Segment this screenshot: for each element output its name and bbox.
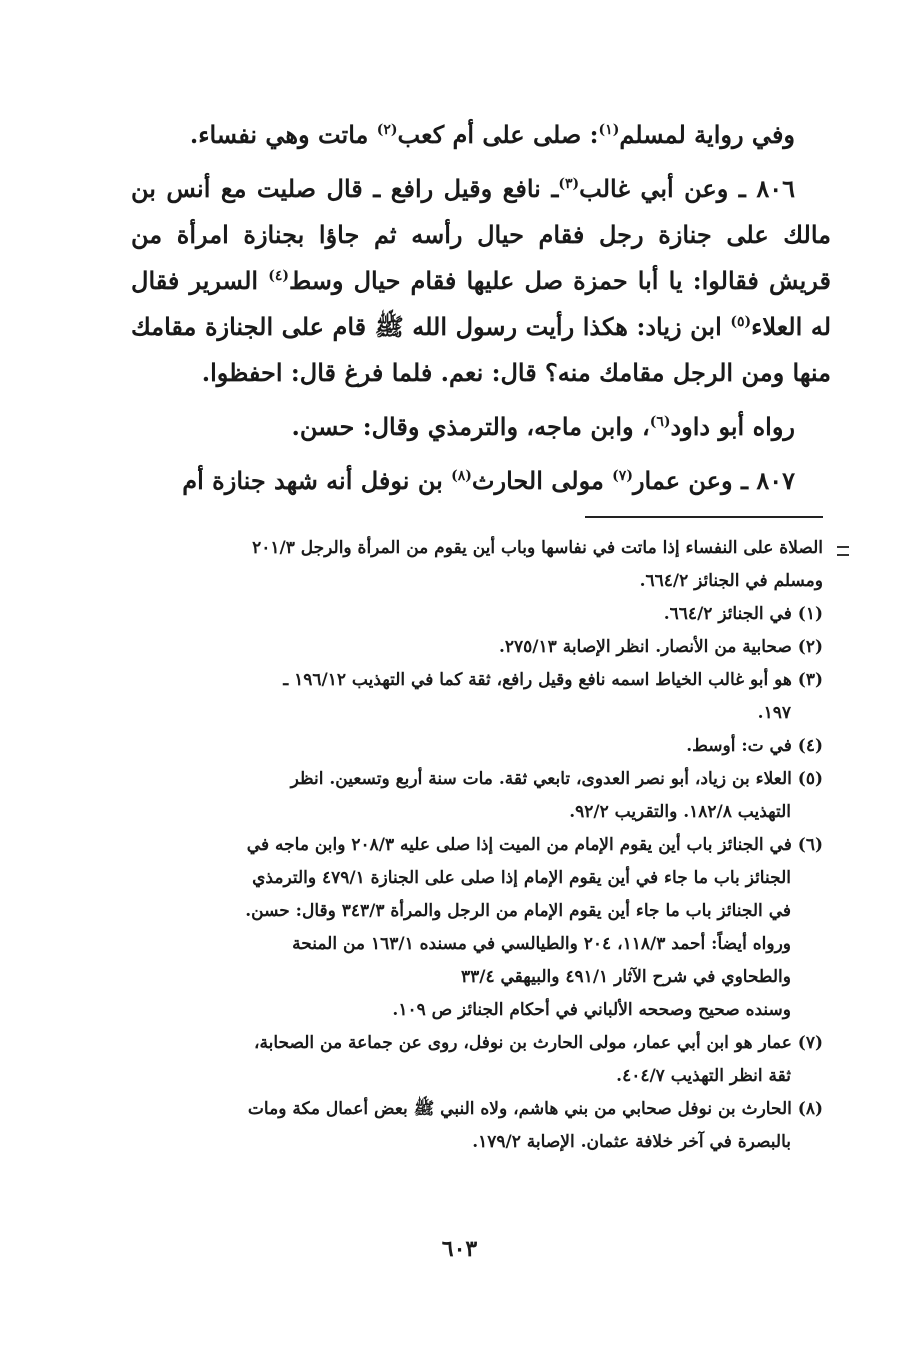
main-text (131, 112, 831, 504)
footnote-3: (٣) هو أبو غالب الخياط اسمه نافع وقيل رافع، ثقة كما في التهذيب ١٩٦/١٢ ـ ١٩٧. (283, 670, 823, 723)
footnote-ref-1: (١) (598, 122, 620, 138)
footnote-2: (٢) صحابية من الأنصار. انظر الإصابة ٢٧٥/١٣. (498, 637, 823, 657)
footnotes (129, 532, 823, 1159)
footnote-1: (١) في الجنائز ٦٦٤/٢. (663, 604, 823, 624)
footnote-ref-8: (٨) (451, 468, 472, 484)
footnote-separator (585, 516, 823, 518)
footnote-4: (٤) في ت: أوسط. (686, 736, 823, 756)
paragraph-muslim-narration: وفي رواية لمسلم$^{(١)}$: صلى على أم كعب$^{(٢)}$ ماتت وهي نفساء. (189, 120, 795, 149)
footnote-ref-6: (٦) (649, 414, 671, 430)
footnote-8: (٨) الحارث بن نوفل صحابي من بني هاشم، ولاه النبي ﷺ بعض أعمال مكة ومات بالبصرة في آخر خلافة عثمان. الإصابة ١٧٩/٢. (247, 1099, 823, 1152)
footnote-6: (٦) في الجنائز باب أين يقوم الإمام من الميت إذا صلى عليه ٢٠٨/٣ وابن ماجه في الجنائز باب ما جاء في أين يقوم الإمام إذا صلى على الجنازة ٤٧٩/١ والترمذي في الجنائز باب ما جاء أين يقوم الإمام من الرجل والمرأة ٣٤٣/٣ وقال: حسن. ورواه أيضاً: أحمد ١١٨/٣، ٢٠٤ والطيالسي في مسنده ١٦٣/١ من المنحة والطحاوي في شرح الآثار ٤٩١/١ والبيهقي ٣٣/٤ وسنده صحيح وصححه الألباني في أحكام الجنائز ص ١٠٩. (245, 835, 823, 1020)
footnote-continued: الصلاة على النفساء إذا ماتت في نفاسها وباب أين يقوم من المرأة والرجل ٢٠١/٣ ومسلم في الجنائز ٦٦٤/٢. (129, 532, 823, 598)
footnote-ref-5: (٥) (730, 314, 752, 330)
footnote-ref-7: (٧) (612, 468, 633, 484)
footnote-ref-3: (٣) (558, 176, 580, 192)
page-number: ٦٠٣ (441, 1236, 478, 1262)
continuation-mark (837, 546, 849, 556)
hadith-807: ٨٠٧ ـ وعن عمار$^{(٧)}$ مولى الحارث$^{(٨)}$ بن نوفل أنه شهد جنازة أم (182, 466, 795, 495)
footnote-ref-2: (٢) (376, 122, 398, 138)
footnote-5: (٥) العلاء بن زياد، أبو نصر العدوى، تابعي ثقة. مات سنة أربع وتسعين. انظر التهذيب ١٨٢/٨. والتقريب ٩٢/٢. (290, 769, 823, 822)
paragraph-abu-dawud: رواه أبو داود$^{(٦)}$، وابن ماجه، والترمذي وقال: حسن. (291, 412, 795, 441)
footnote-7: (٧) عمار هو ابن أبي عمار، مولى الحارث بن نوفل، روى عن جماعة من الصحابة، ثقة انظر التهذيب ٤٠٤/٧. (253, 1033, 823, 1086)
footnote-ref-4: (٤) (268, 268, 289, 284)
hadith-806: ٨٠٦ ـ وعن أبي غالب$^{(٣)}$ـ نافع وقيل رافع ـ قال صليت مع أنس بن مالك على جنازة رجل فقام حيال رأسه ثم جاؤا بجنازة امرأة من قريش فقالوا: يا أبا حمزة صل عليها فقام حيال وسط$^{(٤)}$ السرير فقال له العلاء$^{(٥)}$ ابن زياد: هكذا رأيت رسول الله ﷺ قام على الجنازة مقامك منها ومن الرجل مقامك منه؟ قال: نعم. فلما فرغ قال: احفظوا. (131, 174, 832, 387)
